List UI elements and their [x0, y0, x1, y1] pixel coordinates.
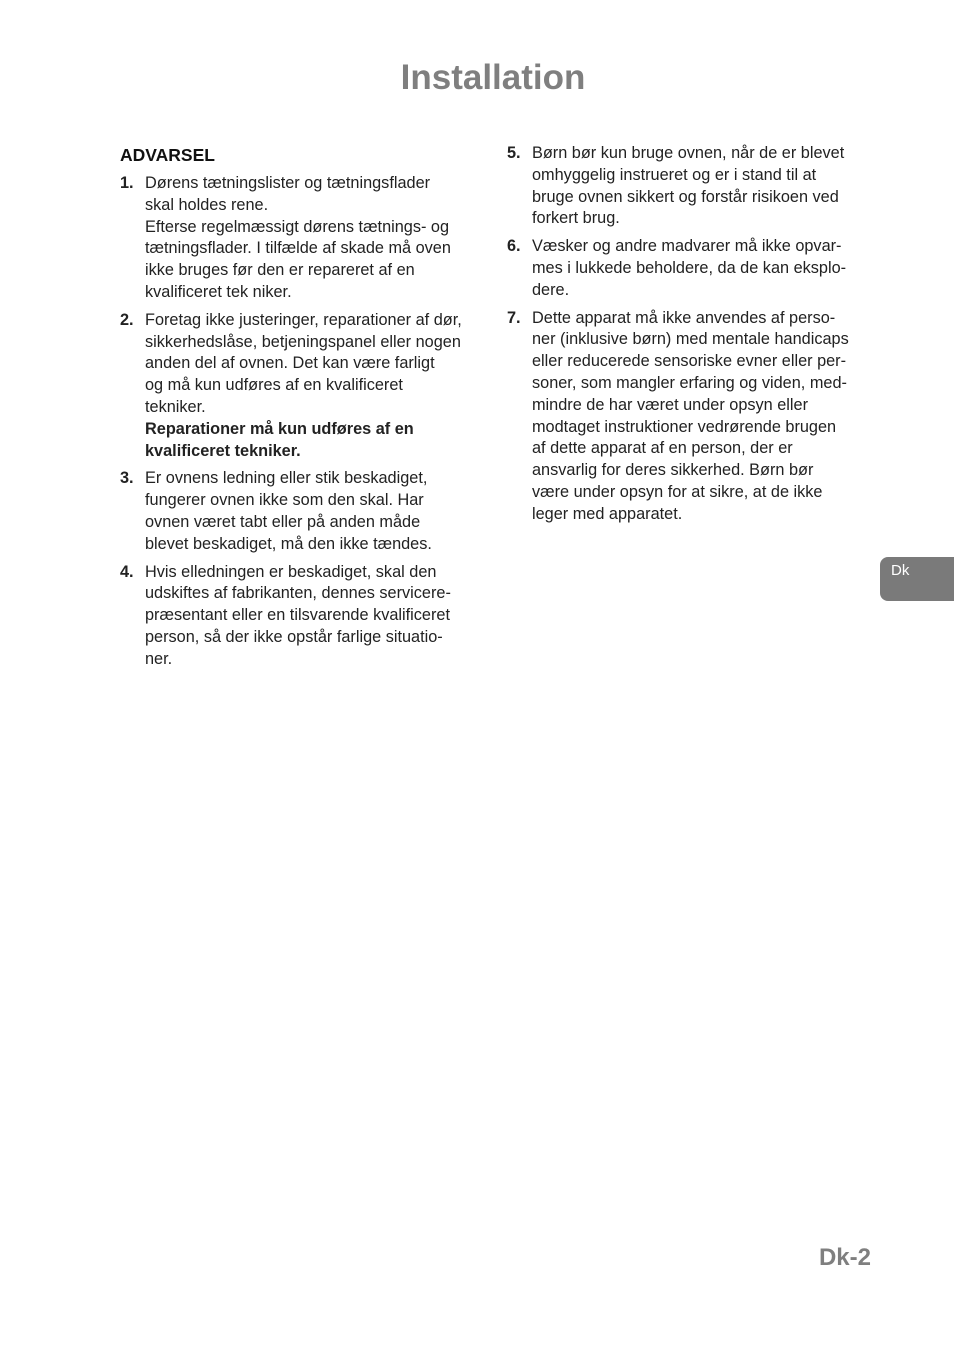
item-text: Dette apparat må ikke anvendes af perso- ner (inklusive børn) med mentale handicaps eller reducerede sensoriske evner eller per- soner, som mangler erfaring og viden, med- mindre de har været under opsyn eller modtaget instruktioner vedrørende brugen af dette apparat af en person, der er ansvarlig for deres sikkerhed. Børn bør være under opsyn for at sikre, at de ikke leger med apparatet. [532, 308, 849, 523]
item-number: 3. [120, 469, 134, 488]
item-number: 7. [507, 308, 521, 327]
right-column [507, 143, 879, 532]
item-number: 5. [507, 144, 521, 162]
warning-heading: ADVARSEL [120, 145, 215, 165]
left-column [120, 143, 490, 677]
item-number: 2. [120, 310, 134, 329]
language-tab: Dk [880, 557, 954, 601]
warning-item-5 [507, 143, 879, 230]
item-text: Foretag ikke justeringer, reparationer af dør, sikkerhedslåse, betjeningspanel eller nogen anden del af ovnen. Det kan være farligt og må kun udføres af en kvalificeret tekniker. [145, 310, 462, 416]
warning-item-4 [120, 562, 490, 671]
item-text: Er ovnens ledning eller stik beskadiget, fungerer ovnen ikke som den skal. Har ovnen været tabt eller på anden måde blevet beskadiget, må den ikke tændes. [145, 469, 432, 553]
item-number: 1. [120, 174, 134, 192]
warning-item-2 [120, 310, 490, 463]
item-text: Børn bør kun bruge ovnen, når de er blevet omhyggelig instrueret og er i stand til at bruge ovnen sikkert og forstår risikoen ved forkert brug. [532, 144, 845, 228]
item-text: Dørens tætningslister og tætningsflader skal holdes rene. Efterse regelmæssigt dørens tætnings- og tætningsflader. I tilfælde af skade må oven ikke bruges før den er repareret af en kvalificeret tek niker. [145, 174, 451, 301]
page-number: Dk-2 [818, 1244, 871, 1271]
item-bold-note: Reparationer må kun udføres af en kvalificeret tekniker. [145, 419, 414, 460]
warning-item-3 [120, 468, 490, 555]
item-text: Væsker og andre madvarer må ikke opvar- mes i lukkede beholdere, da de kan eksplo- dere. [532, 237, 847, 299]
warning-item-7 [507, 308, 879, 526]
item-number: 4. [120, 562, 134, 581]
item-number: 6. [507, 237, 521, 256]
page-title: Installation [400, 58, 586, 97]
warning-item-1 [120, 173, 490, 304]
item-text: Hvis elledningen er beskadiget, skal den udskiftes af fabrikanten, dennes servicere- præsentant eller en tilsvarende kvalificeret person, så der ikke opstår farlige situatio- ner. [145, 562, 451, 668]
warning-item-6 [507, 236, 879, 301]
